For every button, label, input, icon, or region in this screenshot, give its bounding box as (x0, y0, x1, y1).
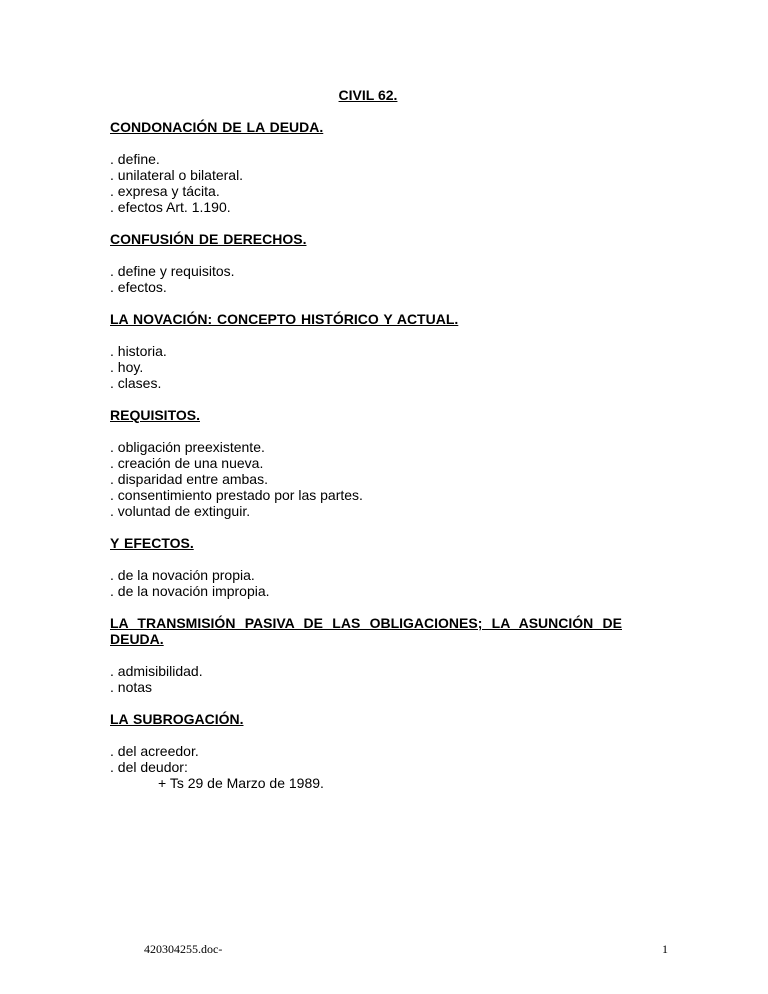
document-title: CIVIL 62. (338, 87, 398, 103)
page-number: 1 (662, 942, 668, 956)
list-item: . obligación preexistente. (110, 439, 265, 455)
list-item: . admisibilidad. (110, 663, 203, 679)
list-item: . unilateral o bilateral. (110, 167, 244, 183)
list-item: . clases. (110, 375, 162, 391)
list-item: . de la novación propia. (110, 567, 255, 583)
list-item: . del deudor: (110, 759, 188, 775)
document-page (110, 87, 622, 807)
section-transmision-pasiva (110, 615, 622, 695)
section-requisitos (110, 407, 622, 519)
section-heading: LA NOVACIÓN: CONCEPTO HISTÓRICO Y ACTUAL. (110, 311, 459, 327)
section-heading: CONDONACIÓN DE LA DEUDA. (110, 119, 324, 135)
section-heading: Y EFECTOS. (110, 535, 194, 551)
list-item: . efectos Art. 1.190. (110, 199, 231, 215)
list-item: . del acreedor. (110, 743, 199, 759)
section-heading: LA TRANSMISIÓN PASIVA DE LAS OBLIGACIONES; LA ASUNCIÓN DE DEUDA. (110, 615, 622, 647)
section-novacion (110, 311, 622, 391)
section-heading: CONFUSIÓN DE DERECHOS. (110, 231, 307, 247)
section-subrogacion (110, 711, 622, 791)
list-item: . notas (110, 679, 153, 695)
list-item: . define y requisitos. (110, 263, 235, 279)
list-item: . define. (110, 151, 160, 167)
list-item: . disparidad entre ambas. (110, 471, 268, 487)
sub-list-item: + Ts 29 de Marzo de 1989. (158, 775, 324, 791)
section-confusion (110, 231, 622, 295)
list-item: . creación de una nueva. (110, 455, 264, 471)
list-item: . voluntad de extinguir. (110, 503, 251, 519)
list-item: . efectos. (110, 279, 167, 295)
list-item: . expresa y tácita. (110, 183, 220, 199)
list-item: . consentimiento prestado por las partes. (110, 487, 363, 503)
section-heading: LA SUBROGACIÓN. (110, 711, 244, 727)
footer-filename: 420304255.doc- (144, 942, 223, 956)
section-efectos (110, 535, 622, 599)
section-condonacion (110, 119, 622, 215)
section-heading: REQUISITOS. (110, 407, 200, 423)
list-item: . historia. (110, 343, 167, 359)
list-item: . hoy. (110, 359, 144, 375)
list-item: . de la novación impropia. (110, 583, 270, 599)
